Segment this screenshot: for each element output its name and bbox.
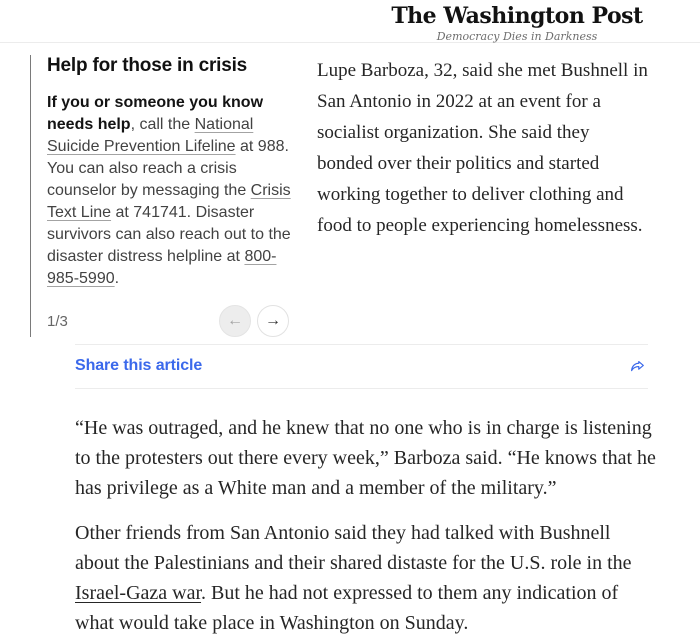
crisis-card-text (47, 92, 297, 290)
israel-gaza-war-link[interactable]: Israel-Gaza war (75, 582, 202, 604)
top-section (0, 43, 700, 337)
pagination-indicator: 1/3 (47, 312, 68, 330)
next-slide-button[interactable] (257, 305, 289, 337)
masthead (377, 3, 657, 43)
distress-helpline-link[interactable]: 800-985-5990 (47, 248, 277, 287)
article-intro-paragraph (317, 55, 648, 241)
crisis-bold-lead: If you or someone you know needs help (47, 94, 264, 133)
crisis-text-segment: , call the (130, 116, 195, 133)
crisis-text-segment: . (114, 270, 120, 287)
crisis-card-footer (47, 305, 297, 337)
site-header (0, 0, 700, 43)
crisis-text-line-link[interactable]: Crisis Text Line (47, 182, 291, 221)
article-intro-line: socialist organization. She said they (317, 122, 590, 143)
share-article-link[interactable]: Share this article (75, 357, 203, 374)
suicide-lifeline-link[interactable]: National Suicide Prevention Lifeline (47, 116, 254, 155)
masthead-tagline: Democracy Dies in Darkness (436, 30, 598, 43)
article-intro-line: San Antonio in 2022 at an event for a (317, 91, 601, 112)
article-intro-line: food to people experiencing homelessness. (317, 215, 643, 236)
body-line-rest: . But he had not expressed to them any indication of (201, 582, 619, 604)
share-icon[interactable] (629, 358, 646, 375)
body-line: what would take place in Washington on Sunday. (75, 612, 469, 634)
pagination-controls (219, 305, 289, 337)
article-intro-line: working together to deliver clothing and (317, 184, 624, 205)
crisis-text-segment: at 988. You can also reach a crisis counselor by messaging the (47, 138, 289, 199)
body-line: Other friends from San Antonio said they had talked with Bushnell (75, 522, 611, 544)
body-paragraph (75, 518, 675, 638)
article-body (75, 413, 675, 638)
crisis-card-title: Help for those in crisis (47, 55, 248, 76)
article-intro-line: Lupe Barboza, 32, said she met Bushnell in (317, 60, 648, 81)
body-line: about the Palestinians and their shared distaste for the U.S. role in the (75, 552, 632, 574)
body-line: has privilege as a White man and a member of the military.” (75, 477, 557, 499)
previous-slide-button[interactable] (219, 305, 251, 337)
body-line: to the protesters out there every week,” Barboza said. “He knows that he (75, 447, 656, 469)
article-intro-line: bonded over their politics and started (317, 153, 600, 174)
arrow-right-icon: → (265, 312, 281, 329)
share-bar (75, 344, 648, 389)
body-line (75, 578, 675, 608)
body-paragraph (75, 413, 675, 503)
masthead-logo[interactable]: The Washington Post (391, 3, 643, 29)
crisis-help-card (30, 55, 300, 337)
body-line: “He was outraged, and he knew that no one who is in charge is listening (75, 417, 652, 439)
crisis-text-segment: at 741741. Disaster survivors can also reach out to the disaster distress helpline at (47, 204, 291, 265)
arrow-left-icon: ← (227, 312, 243, 329)
